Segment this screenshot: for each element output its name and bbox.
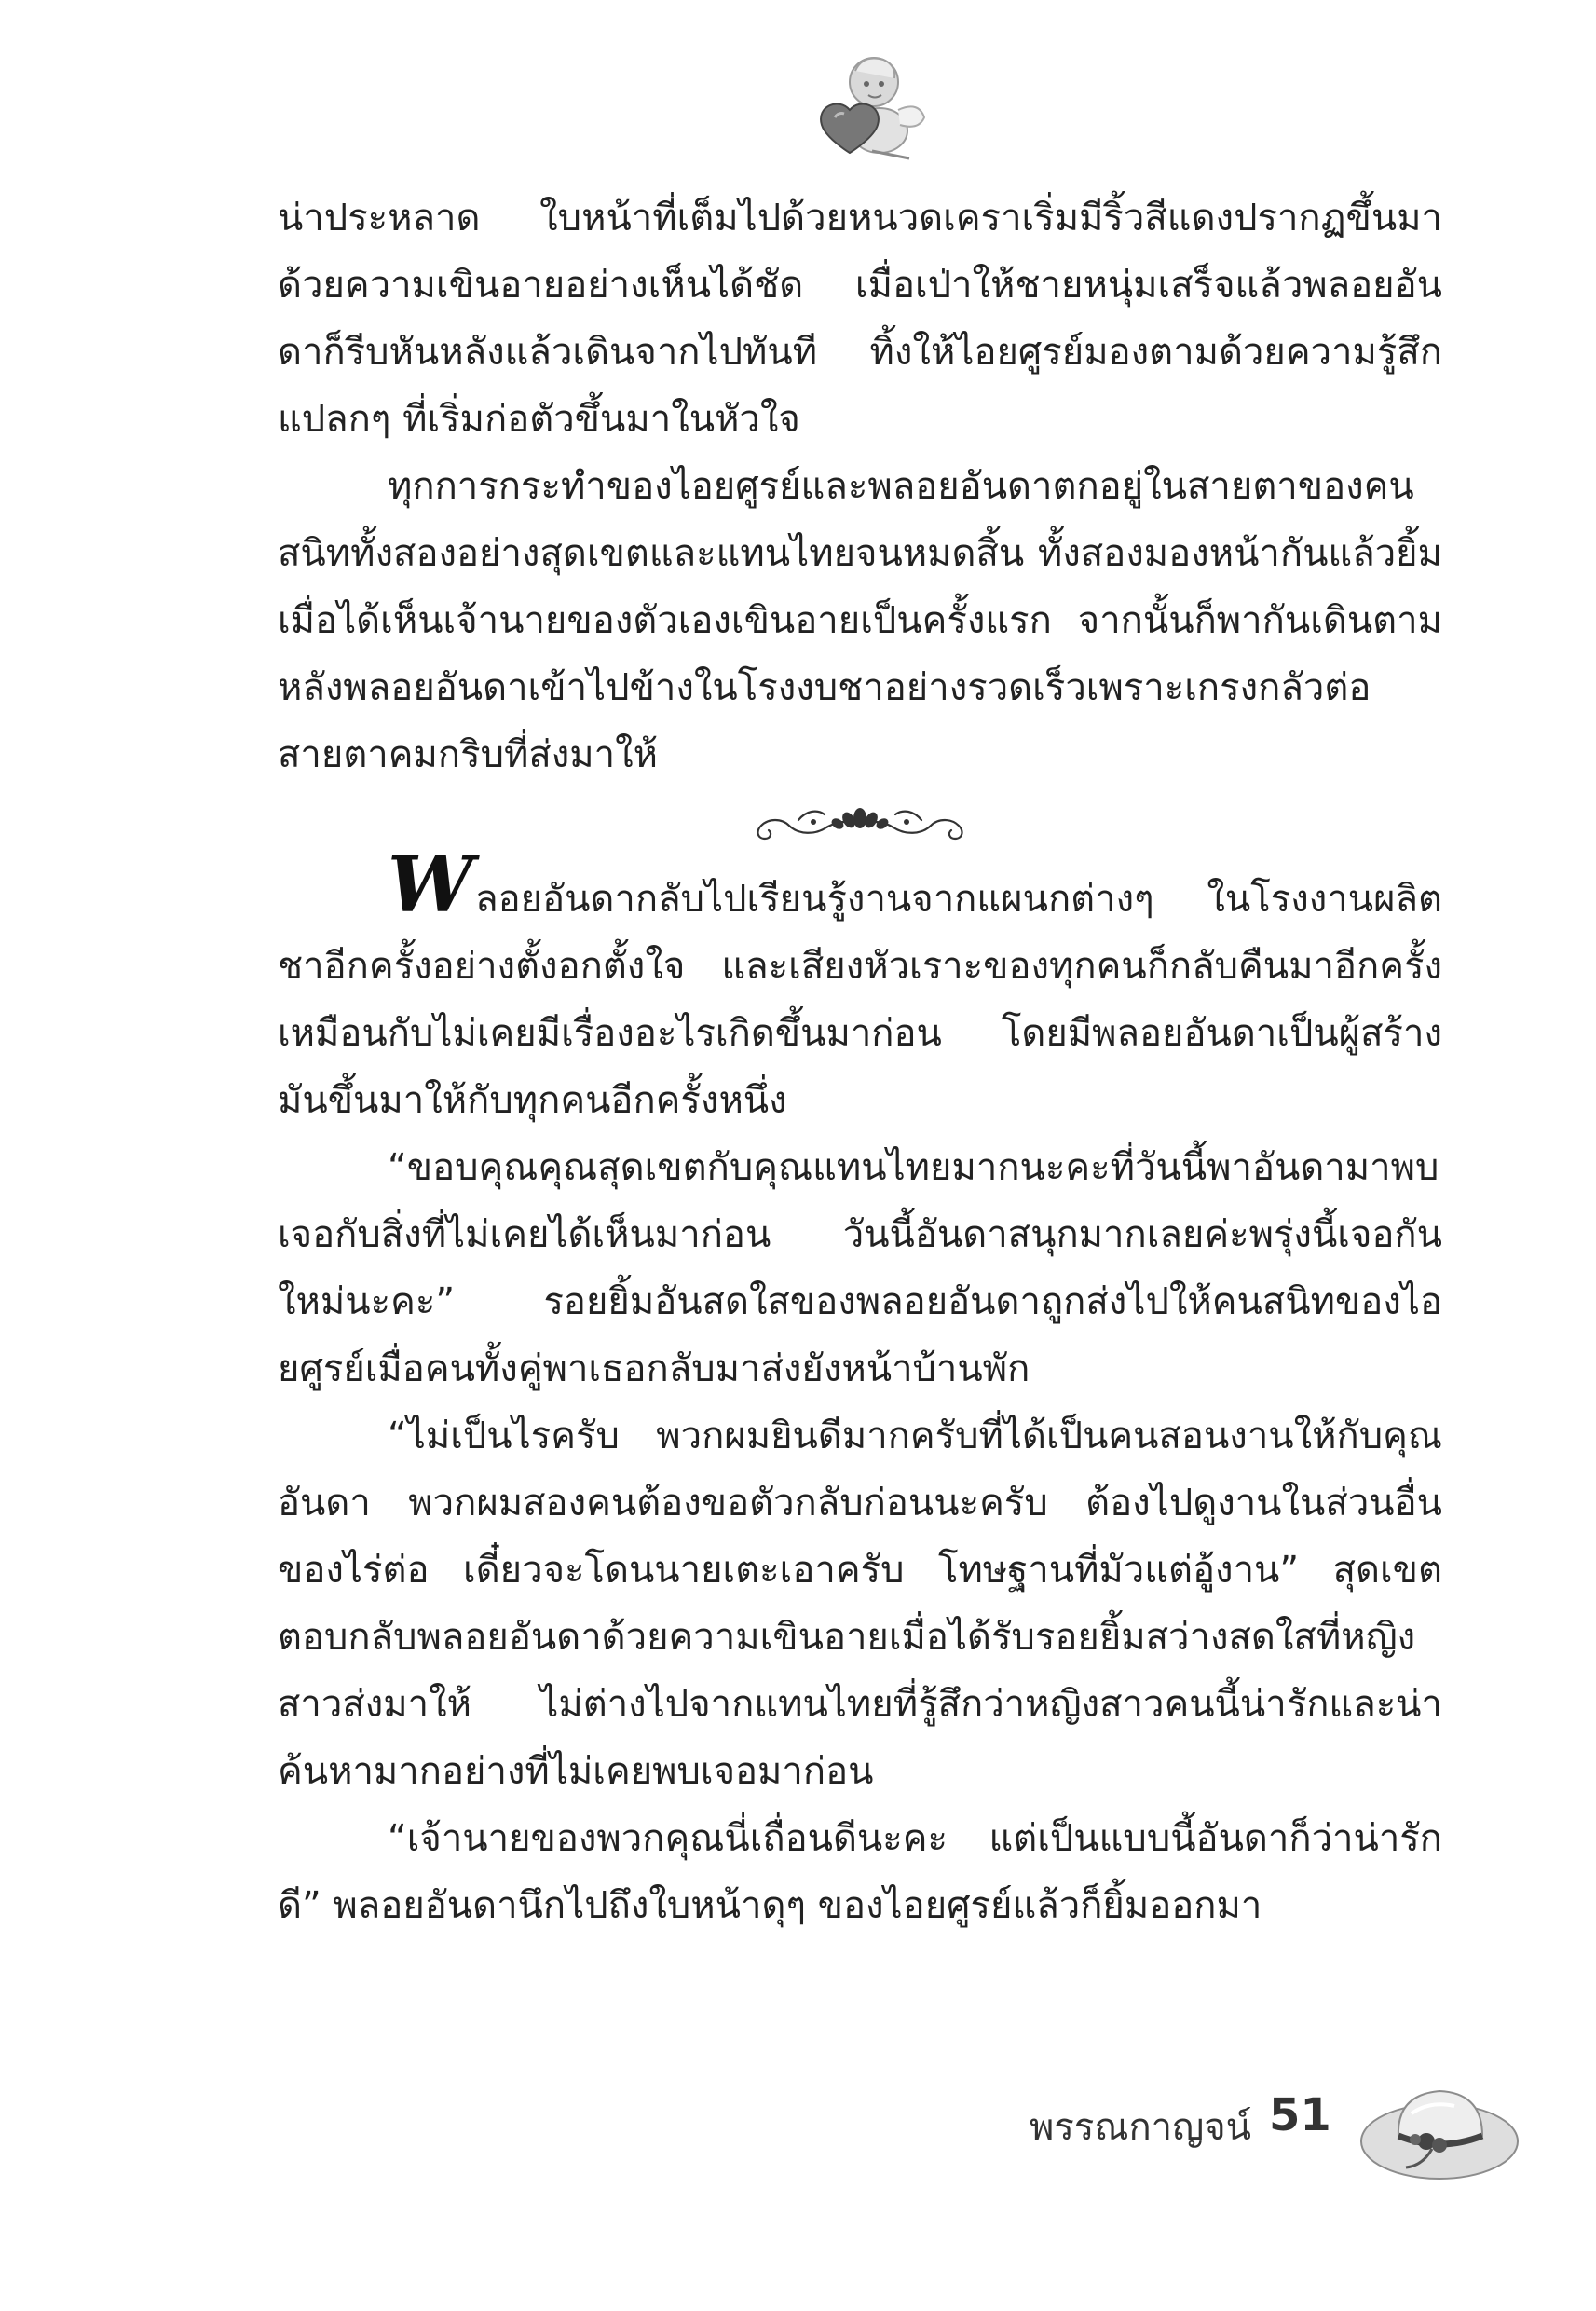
paragraph: น่าประหลาด ใบหน้าที่เต็มไปด้วยหนวดเคราเริ่มมีริ้วสีแดงปรากฏขึ้นมาด้วยความเขินอายอย่างเห็นได้ชัด เมื่อเป่าให้ชายหนุ่มเสร็จแล้วพลอยอันดาก็รีบหันหลังแล้วเดินจากไปทันที ทิ้งให้ไอยศูรย์มองตามด้วยความรู้สึกแปลกๆ ที่เริ่มก่อตัวขึ้นมาในหัวใจ: [278, 197, 1442, 441]
drop-cap-text: ลอยอันดากลับไปเรียนรู้งานจากแผนกต่างๆ ในโรงงานผลิตชาอีกครั้งอย่างตั้งอกตั้งใจ และเสียงหัวเราะของทุกคนก็กลับคืนมาอีกครั้งเหมือนกับไม่เคยมีเรื่องอะไรเกิดขึ้นมาก่อน โดยมีพลอยอันดาเป็นผู้สร้างมันขึ้นมาให้กับทุกคนอีกครั้งหนึ่ง: [278, 878, 1442, 1122]
hat-icon: [1356, 2076, 1523, 2188]
page-number: 51: [1269, 2089, 1331, 2141]
paragraph: “เจ้านายของพวกคุณนี่เถื่อนดีนะคะ แต่เป็นแบบนี้อันดาก็ว่าน่ารักดี” พลอยอันดานึกไปถึงใบหน้าดุๆ ของไอยศูรย์แล้วก็ยิ้มออกมา: [278, 1817, 1442, 1927]
paragraph: “ไม่เป็นไรครับ พวกผมยินดีมากครับที่ได้เป็นคนสอนงานให้กับคุณอันดา พวกผมสองคนต้องขอตัวกลับก่อนนะครับ ต้องไปดูงานในส่วนอื่นของไร่ต่อ เดี๋ยวจะโดนนายเตะเอาครับ โทษฐานที่มัวแต่อู้งาน” สุดเขตตอบกลับพลอยอันดาด้วยความเขินอายเมื่อได้รับรอยยิ้มสว่างสดใสที่หญิงสาวส่งมาให้ ไม่ต่างไปจากแทนไทยที่รู้สึกว่าหญิงสาวคนนี้น่ารักและน่าค้นหามากอย่างที่ไม่เคยพบเจอมาก่อน: [278, 1415, 1442, 1793]
drop-cap-paragraph: [278, 841, 1442, 1134]
page-footer: [0, 2076, 1596, 2197]
paragraph: “ขอบคุณคุณสุดเขตกับคุณแทนไทยมากนะคะที่วันนี้พาอันดามาพบเจอกับสิ่งที่ไม่เคยได้เห็นมาก่อน วันนี้อันดาสนุกมากเลยค่ะพรุ่งนี้เจอกันใหม่นะคะ” รอยยิ้มอันสดใสของพลอยอันดาถูกส่งไปให้คนสนิทของไอยศูรย์เมื่อคนทั้งคู่พาเธอกลับมาส่งยังหน้าบ้านพัก: [278, 1146, 1442, 1390]
cupid-heart-icon: [807, 45, 928, 166]
page-body: [278, 185, 1442, 1939]
paragraph: ทุกการกระทำของไอยศูรย์และพลอยอันดาตกอยู่ในสายตาของคนสนิททั้งสองอย่างสุดเขตและแทนไทยจนหมดสิ้น ทั้งสองมองหน้ากันแล้วยิ้มเมื่อได้เห็นเจ้านายของตัวเองเขินอายเป็นครั้งแรก จากนั้นก็พากันเดินตามหลังพลอยอันดาเข้าไปข้างในโรงงบชาอย่างรวดเร็วเพราะเกรงกลัวต่อสายตาคมกริบที่ส่งมาให้: [278, 465, 1442, 776]
drop-cap-letter: W: [388, 841, 474, 930]
floral-divider-icon: [720, 800, 1000, 846]
book-title: พรรณกาญจน์: [1030, 2106, 1251, 2149]
